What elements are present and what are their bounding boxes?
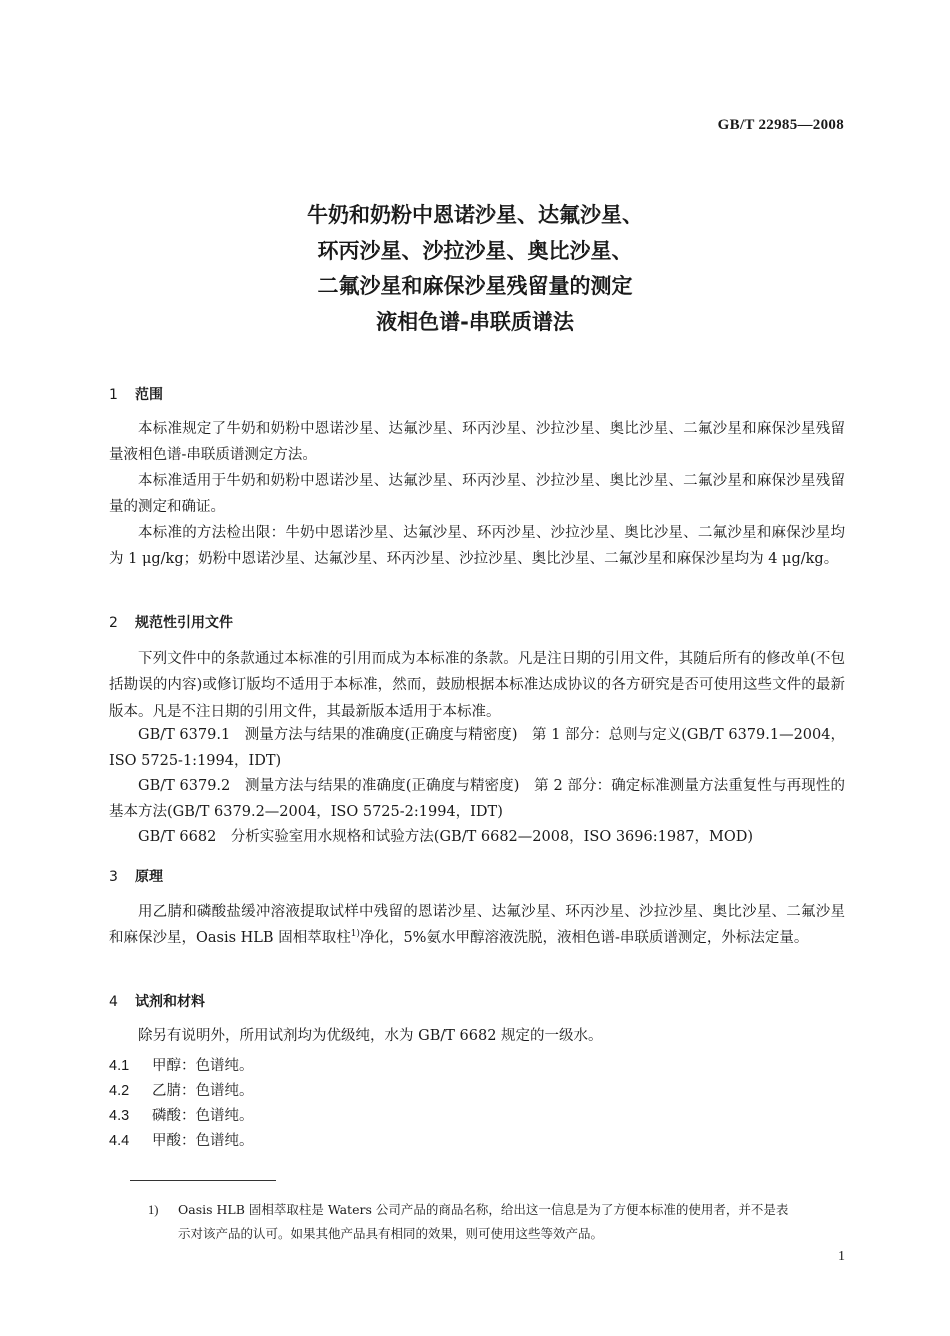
standard-code: GB/T 22985—2008 xyxy=(717,117,844,133)
section-3-heading xyxy=(109,866,163,886)
reference-gbt6379-1: GB/T 6379.1 测量方法与结果的准确度(正确度与精密度) 第 1 部分：总则与定义(GB/T 6379.1—2004，ISO 5725-1:1994，IDT) xyxy=(109,727,845,770)
title-line: 牛奶和奶粉中恩诺沙星、达氟沙星、 xyxy=(307,203,643,227)
footnote-text-line-2: 示对该产品的认可。如果其他产品具有相同的效果，则可使用这些等效产品。 xyxy=(178,1226,604,1241)
section-title: 范围 xyxy=(135,387,163,403)
principle-text-b: 净化，5%氨水甲醇溶液洗脱，液相色谱-串联质谱测定，外标法定量。 xyxy=(359,930,809,947)
footnote-text-line-1: Oasis HLB 固相萃取柱是 Waters 公司产品的商品名称，给出这一信息是为了方便本标准的使用者，并不是表 xyxy=(178,1202,789,1217)
section-4-heading xyxy=(109,991,205,1011)
section-title: 原理 xyxy=(135,869,163,885)
page-number: 1 xyxy=(838,1249,845,1264)
section-number: 2 xyxy=(109,615,118,631)
reagent-item: 4.2 乙腈：色谱纯。 xyxy=(109,1083,254,1099)
title-line: 环丙沙星、沙拉沙星、奥比沙星、 xyxy=(317,238,633,263)
reference-gbt6379-2: GB/T 6379.2 测量方法与结果的准确度(正确度与精密度) 第 2 部分：确定标准测量方法重复性与再现性的基本方法(GB/T 6379.2—2004，ISO 5725-2:1994，IDT) xyxy=(109,778,845,821)
reagents-intro-paragraph: 除另有说明外，所用试剂均为优级纯，水为 GB/T 6682 规定的一级水。 xyxy=(138,1028,603,1044)
normative-intro-paragraph: 下列文件中的条款通过本标准的引用而成为本标准的条款。凡是注日期的引用文件，其随后所有的修改单(不包括勘误的内容)或修订版均不适用于本标准，然而，鼓励根据本标准达成协议的各方研究是否可使用这些文件的最新版本。凡是不注日期的引用文件，其最新版本适用于本标准。 xyxy=(109,651,845,720)
footnote-divider xyxy=(130,1180,276,1181)
footnote xyxy=(148,1198,845,1246)
section-number: 1 xyxy=(109,387,118,403)
document-title xyxy=(0,198,950,340)
reagent-item: 4.3 磷酸：色谱纯。 xyxy=(109,1108,254,1124)
section-2-heading xyxy=(109,612,233,632)
scope-paragraph-2: 本标准适用于牛奶和奶粉中恩诺沙星、达氟沙星、环丙沙星、沙拉沙星、奥比沙星、二氟沙星和麻保沙星残留量的测定和确证。 xyxy=(109,473,845,516)
section-1-heading xyxy=(109,384,163,404)
section-number: 4 xyxy=(109,994,118,1010)
footnote-number: 1) xyxy=(148,1203,159,1217)
section-number: 3 xyxy=(109,869,118,885)
section-title: 试剂和材料 xyxy=(135,994,205,1010)
principle-text-a: 用乙腈和磷酸盐缓冲溶液提取试样中残留的恩诺沙星、达氟沙星、环丙沙星、沙拉沙星、奥比沙星、二氟沙星和麻保沙星，Oasis HLB 固相萃取柱 xyxy=(109,904,845,947)
title-line: 液相色谱-串联质谱法 xyxy=(376,309,574,334)
footnote-ref: 1) xyxy=(350,929,360,940)
section-title: 规范性引用文件 xyxy=(135,615,233,631)
title-line: 二氟沙星和麻保沙星残留量的测定 xyxy=(317,274,633,298)
principle-paragraph xyxy=(109,899,845,952)
scope-paragraph-3: 本标准的方法检出限：牛奶中恩诺沙星、达氟沙星、环丙沙星、沙拉沙星、奥比沙星、二氟沙星和麻保沙星均为 1 μg/kg；奶粉中恩诺沙星、达氟沙星、环丙沙星、沙拉沙星、奥比沙星、二氟沙星和麻保沙星均为 4 μg/kg。 xyxy=(109,525,845,568)
scope-paragraph-1: 本标准规定了牛奶和奶粉中恩诺沙星、达氟沙星、环丙沙星、沙拉沙星、奥比沙星、二氟沙星和麻保沙星残留量液相色谱-串联质谱测定方法。 xyxy=(109,421,845,464)
reference-gbt6682: GB/T 6682 分析实验室用水规格和试验方法(GB/T 6682—2008，ISO 3696:1987，MOD) xyxy=(138,829,754,845)
reagent-item: 4.4 甲酸：色谱纯。 xyxy=(109,1133,254,1149)
reagent-item: 4.1 甲醇：色谱纯。 xyxy=(109,1058,254,1074)
